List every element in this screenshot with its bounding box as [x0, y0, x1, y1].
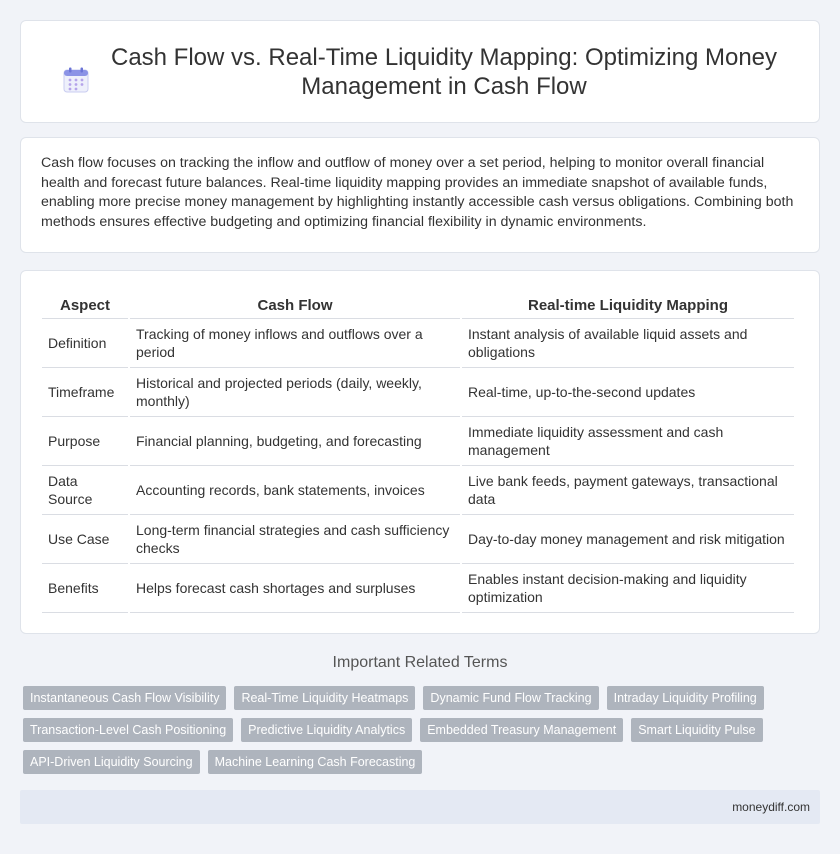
header-aspect: Aspect	[42, 293, 128, 319]
cash-flow-cell: Accounting records, bank statements, invoices	[130, 466, 460, 515]
term-tag[interactable]: Machine Learning Cash Forecasting	[208, 750, 423, 774]
cash-flow-cell: Financial planning, budgeting, and forecasting	[130, 417, 460, 466]
aspect-cell: Use Case	[42, 515, 128, 564]
aspect-cell: Purpose	[42, 417, 128, 466]
liquidity-cell: Live bank feeds, payment gateways, transactional data	[462, 466, 794, 515]
term-tag[interactable]: Dynamic Fund Flow Tracking	[423, 686, 598, 710]
related-terms-title: Important Related Terms	[332, 654, 508, 671]
table-row	[42, 368, 794, 417]
liquidity-cell: Real-time, up-to-the-second updates	[462, 368, 794, 417]
term-tag[interactable]: Real-Time Liquidity Heatmaps	[234, 686, 415, 710]
page-title-line1: Cash Flow vs. Real-Time Liquidity Mapping: Optimizing Money	[110, 43, 778, 71]
table-header-row	[42, 293, 794, 319]
table-row	[42, 417, 794, 466]
aspect-cell: Timeframe	[42, 368, 128, 417]
page-title	[111, 43, 777, 101]
comparison-table	[40, 293, 796, 613]
table-row	[42, 466, 794, 515]
related-terms-list	[23, 686, 813, 774]
aspect-cell: Data Source	[42, 466, 128, 515]
calendar-icon	[63, 67, 89, 93]
comparison-table-card	[20, 270, 820, 634]
footer	[20, 790, 820, 824]
cash-flow-cell: Tracking of money inflows and outflows over a period	[130, 319, 460, 368]
term-tag[interactable]: Intraday Liquidity Profiling	[607, 686, 764, 710]
page-title-line2: Management in Cash Flow	[301, 72, 587, 100]
liquidity-cell: Instant analysis of available liquid assets and obligations	[462, 319, 794, 368]
term-tag[interactable]: Embedded Treasury Management	[420, 718, 623, 742]
cash-flow-cell: Helps forecast cash shortages and surpluses	[130, 564, 460, 613]
table-row	[42, 515, 794, 564]
header-card	[20, 20, 820, 123]
header-cash-flow: Cash Flow	[130, 293, 460, 319]
header-liquidity-mapping: Real-time Liquidity Mapping	[462, 293, 794, 319]
table-row	[42, 564, 794, 613]
intro-text: Cash flow focuses on tracking the inflow and outflow of money over a set period, helping to monitor overall financial health and forecast future balances. Real-time liquidity mapping provides an immediate snapshot of available funds, enabling more precise money management by highlighting instantly accessible cash versus obligations. Combining both methods ensures effective budgeting and optimizing financial flexibility in dynamic environments.	[41, 155, 794, 230]
liquidity-cell: Immediate liquidity assessment and cash management	[462, 417, 794, 466]
term-tag[interactable]: Instantaneous Cash Flow Visibility	[23, 686, 226, 710]
term-tag[interactable]: API-Driven Liquidity Sourcing	[23, 750, 200, 774]
aspect-cell: Benefits	[42, 564, 128, 613]
term-tag[interactable]: Transaction-Level Cash Positioning	[23, 718, 233, 742]
table-row	[42, 319, 794, 368]
term-tag[interactable]: Predictive Liquidity Analytics	[241, 718, 412, 742]
liquidity-cell: Day-to-day money management and risk mitigation	[462, 515, 794, 564]
cash-flow-cell: Long-term financial strategies and cash sufficiency checks	[130, 515, 460, 564]
liquidity-cell: Enables instant decision-making and liquidity optimization	[462, 564, 794, 613]
footer-site-link[interactable]: moneydiff.com	[732, 800, 810, 814]
cash-flow-cell: Historical and projected periods (daily, weekly, monthly)	[130, 368, 460, 417]
intro-card	[20, 137, 820, 253]
term-tag[interactable]: Smart Liquidity Pulse	[631, 718, 762, 742]
aspect-cell: Definition	[42, 319, 128, 368]
